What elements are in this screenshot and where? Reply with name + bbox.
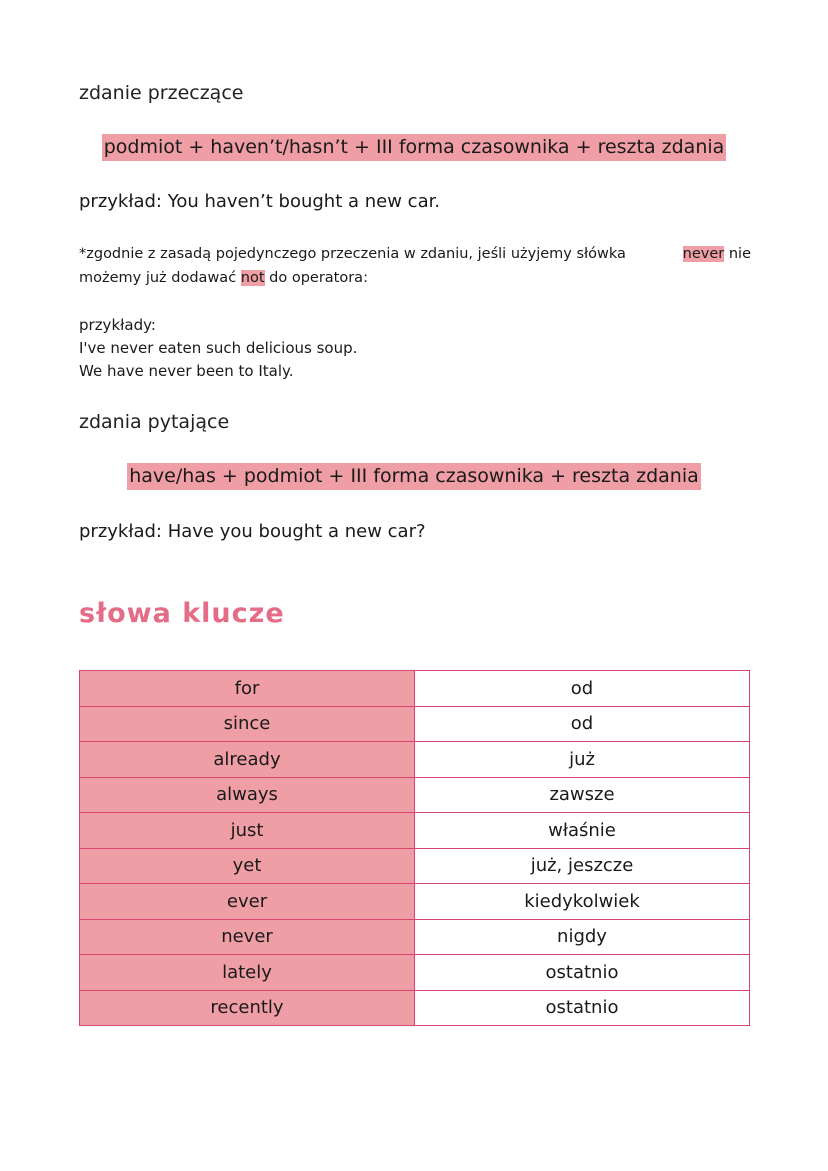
- keyword-en: since: [80, 706, 415, 742]
- table-row: [80, 671, 750, 707]
- table-row: [80, 848, 750, 884]
- note-text-1: *zgodnie z zasadą pojedynczego przeczenia w zdaniu, jeśli użyjemy słówka: [79, 246, 626, 262]
- keyword-pl: zawsze: [415, 777, 750, 813]
- questions-formula-text: have/has + podmiot + III forma czasownika + reszta zdania: [127, 463, 701, 490]
- keyword-en: just: [80, 813, 415, 849]
- note-not-highlight: not: [240, 270, 265, 286]
- keyword-pl: ostatnio: [415, 990, 750, 1026]
- table-row: [80, 742, 750, 778]
- example-item: I've never eaten such delicious soup.: [79, 339, 358, 357]
- keyword-en: yet: [80, 848, 415, 884]
- table-row: [80, 813, 750, 849]
- keyword-en: ever: [80, 884, 415, 920]
- keyword-pl: od: [415, 706, 750, 742]
- keyword-en: always: [80, 777, 415, 813]
- table-row: [80, 884, 750, 920]
- negative-formula-text: podmiot + haven’t/hasn’t + III forma czasownika + reszta zdania: [102, 134, 727, 161]
- keyword-pl: nigdy: [415, 919, 750, 955]
- keyword-pl: już, jeszcze: [415, 848, 750, 884]
- table-row: [80, 706, 750, 742]
- keyword-en: never: [80, 919, 415, 955]
- table-row: [80, 777, 750, 813]
- questions-example: przykład: Have you bought a new car?: [79, 521, 426, 542]
- questions-formula: [0, 465, 828, 487]
- example-item: We have never been to Italy.: [79, 362, 294, 380]
- never-note: [79, 242, 751, 290]
- examples-label: przykłady:: [79, 316, 156, 334]
- table-row: [80, 955, 750, 991]
- table-row: [80, 990, 750, 1026]
- keyword-pl: od: [415, 671, 750, 707]
- keyword-en: for: [80, 671, 415, 707]
- negative-example: przykład: You haven’t bought a new car.: [79, 191, 441, 212]
- examples-block: [79, 314, 357, 383]
- keyword-pl: właśnie: [415, 813, 750, 849]
- keyword-en: recently: [80, 990, 415, 1026]
- negative-heading: zdanie przeczące: [79, 82, 244, 104]
- keyword-pl: kiedykolwiek: [415, 884, 750, 920]
- questions-heading: zdania pytające: [79, 411, 230, 433]
- note-text-2: nie: [728, 246, 751, 262]
- keyword-pl: ostatnio: [415, 955, 750, 991]
- note-never-highlight: never: [682, 246, 725, 262]
- keywords-title: słowa klucze: [79, 598, 285, 629]
- note-text-3: możemy już dodawać: [79, 270, 237, 286]
- keywords-table: [79, 670, 750, 1026]
- keyword-pl: już: [415, 742, 750, 778]
- keyword-en: lately: [80, 955, 415, 991]
- note-text-4: do operatora:: [269, 270, 368, 286]
- keyword-en: already: [80, 742, 415, 778]
- negative-formula: [0, 136, 828, 158]
- table-row: [80, 919, 750, 955]
